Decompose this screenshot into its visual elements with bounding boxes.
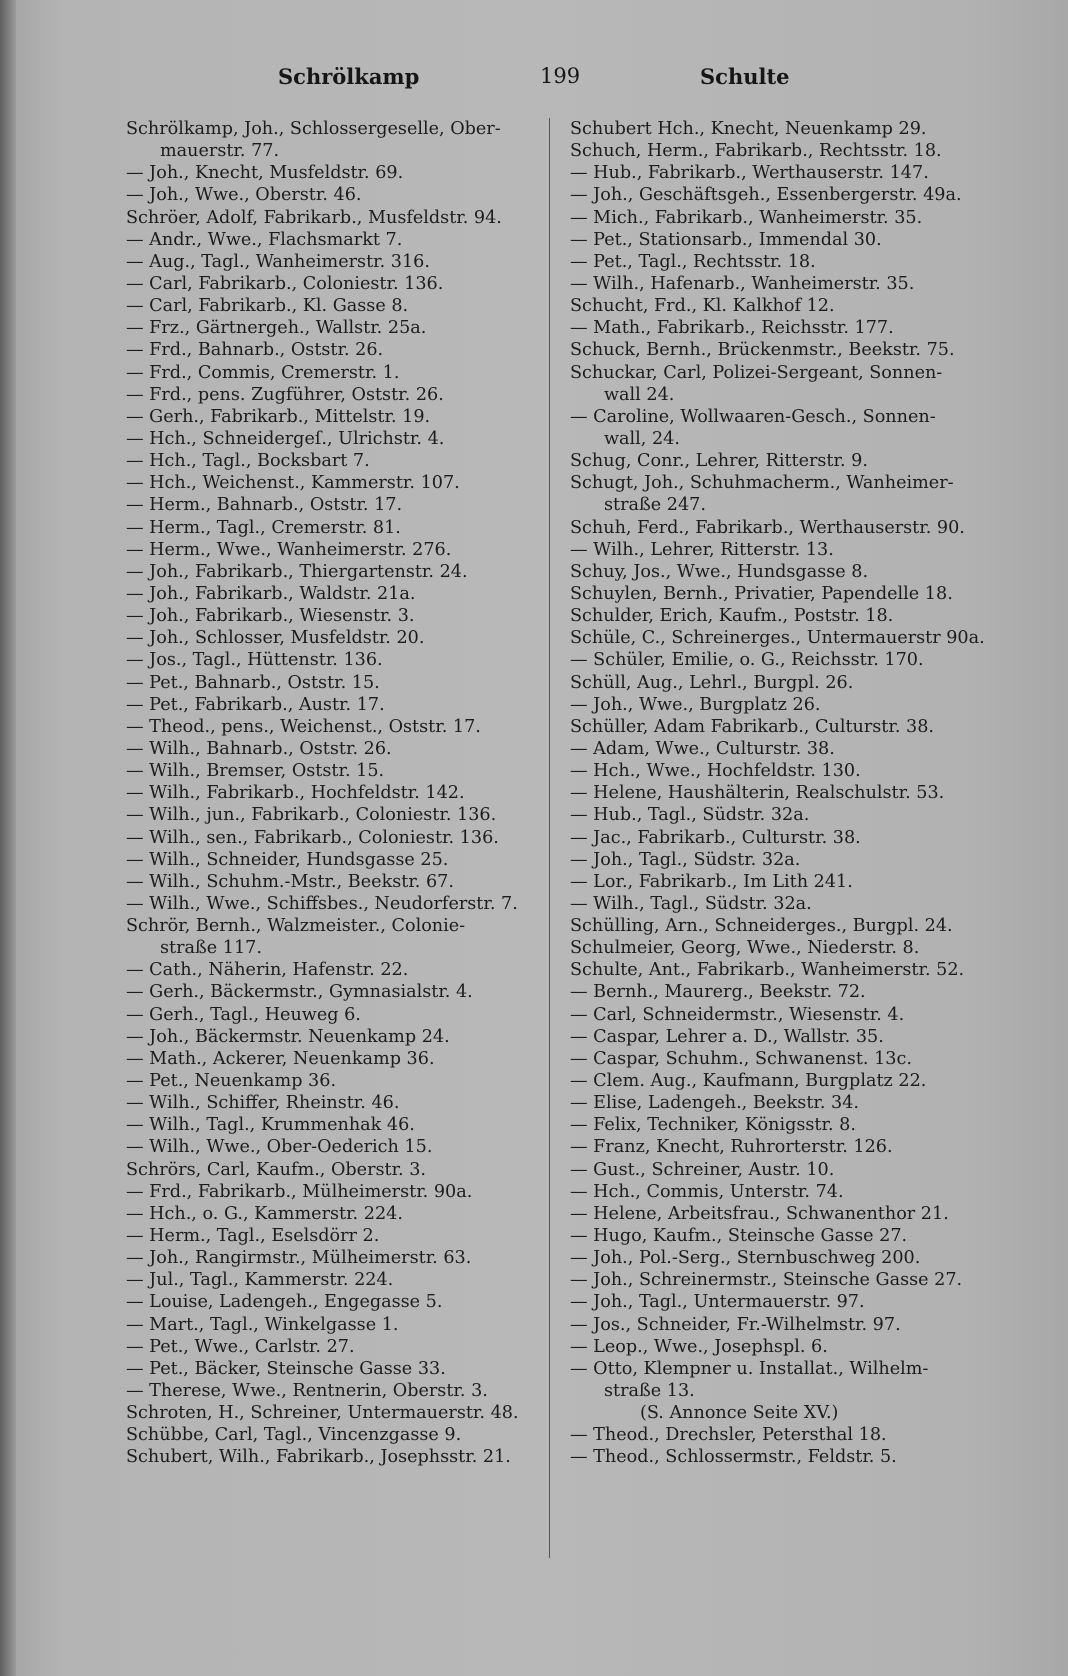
directory-entry-line: — Wilh., sen., Fabrikarb., Coloniestr. 136. bbox=[126, 827, 499, 848]
directory-entry-line: — Jul., Tagl., Kammerstr. 224. bbox=[126, 1270, 394, 1291]
directory-entry-line: Schrörs, Carl, Kaufm., Oberstr. 3. bbox=[126, 1159, 427, 1180]
book-spine-shadow bbox=[0, 0, 16, 1676]
directory-entry-line: Schüle, C., Schreinerges., Untermauerstr 90a. bbox=[570, 628, 985, 649]
header-left-keyword: Schrölkamp bbox=[278, 64, 420, 89]
directory-entry-line: — Caspar, Schuhm., Schwanenst. 13c. bbox=[570, 1048, 912, 1069]
directory-entry-line: — Hch., Tagl., Bocksbart 7. bbox=[126, 451, 370, 472]
directory-entry-line: — Andr., Wwe., Flachsmarkt 7. bbox=[126, 229, 403, 250]
directory-entry-line: Schulmeier, Georg, Wwe., Niederstr. 8. bbox=[570, 938, 920, 959]
directory-entry-line: — Schüler, Emilie, o. G., Reichsstr. 170. bbox=[570, 650, 924, 671]
directory-entry-line: — Hub., Tagl., Südstr. 32a. bbox=[570, 805, 810, 826]
directory-entry-line: straße 13. bbox=[604, 1381, 695, 1402]
directory-entry-line: — Wilh., Lehrer, Ritterstr. 13. bbox=[570, 539, 834, 560]
directory-entry-line: — Mich., Fabrikarb., Wanheimerstr. 35. bbox=[570, 207, 923, 228]
directory-entry-line: — Jac., Fabrikarb., Culturstr. 38. bbox=[570, 827, 861, 848]
directory-entry-line: Schübbe, Carl, Tagl., Vincenzgasse 9. bbox=[126, 1425, 462, 1446]
directory-entry-line: Schulte, Ant., Fabrikarb., Wanheimerstr. 52. bbox=[570, 960, 965, 981]
directory-entry-line: — Wilh., Schiffer, Rheinstr. 46. bbox=[126, 1093, 400, 1114]
directory-entry-line: — Hugo, Kaufm., Steinsche Gasse 27. bbox=[570, 1226, 908, 1247]
directory-entry-line: — Helene, Haushälterin, Realschulstr. 53. bbox=[570, 783, 945, 804]
directory-entry-line: — Jos., Tagl., Hüttenstr. 136. bbox=[126, 650, 383, 671]
directory-entry-line: — Joh., Wwe., Oberstr. 46. bbox=[126, 185, 362, 206]
directory-entry-line: — Bernh., Maurerg., Beekstr. 72. bbox=[570, 982, 866, 1003]
directory-entry-line: Schüller, Adam Fabrikarb., Culturstr. 38. bbox=[570, 716, 935, 737]
directory-entry-line: — Franz, Knecht, Ruhrorterstr. 126. bbox=[570, 1137, 893, 1158]
directory-entry-line: — Theod., pens., Weichenst., Oststr. 17. bbox=[126, 716, 481, 737]
directory-entry-line: — Elise, Ladengeh., Beekstr. 34. bbox=[570, 1093, 860, 1114]
directory-entry-line: — Caroline, Wollwaaren-Gesch., Sonnen- bbox=[570, 406, 936, 427]
directory-entry-line: — Pet., Tagl., Rechtsstr. 18. bbox=[570, 251, 816, 272]
directory-entry-line: — Frz., Gärtnergeh., Wallstr. 25a. bbox=[126, 318, 427, 339]
directory-entry-line: — Joh., Schreinermstr., Steinsche Gasse 27. bbox=[570, 1270, 963, 1291]
directory-entry-line: — Hch., Wwe., Hochfeldstr. 130. bbox=[570, 761, 861, 782]
directory-entry-line: — Joh., Fabrikarb., Thiergartenstr. 24. bbox=[126, 561, 468, 582]
directory-entry-line: — Joh., Bäckermstr. Neuenkamp 24. bbox=[126, 1026, 450, 1047]
directory-entry-line: — Hch., o. G., Kammerstr. 224. bbox=[126, 1203, 403, 1224]
directory-entry-line: Schugt, Joh., Schuhmacherm., Wanheimer- bbox=[570, 473, 954, 494]
directory-entry-line: — Pet., Fabrikarb., Austr. 17. bbox=[126, 694, 385, 715]
directory-entry-line: straße 117. bbox=[160, 938, 262, 959]
directory-entry-line: — Hch., Weichenst., Kammerstr. 107. bbox=[126, 473, 460, 494]
directory-entry-line: — Cath., Näherin, Hafenstr. 22. bbox=[126, 960, 409, 981]
directory-entry-line: — Wilh., Schuhm.-Mstr., Beekstr. 67. bbox=[126, 871, 454, 892]
directory-entry-line: — Hch., Schneidergeſ., Ulrichstr. 4. bbox=[126, 428, 445, 449]
directory-entry-line: — Wilh., Bahnarb., Oststr. 26. bbox=[126, 738, 392, 759]
directory-entry-line: mauerstr. 77. bbox=[160, 141, 280, 162]
directory-entry-line: — Frd., Bahnarb., Oststr. 26. bbox=[126, 340, 384, 361]
directory-entry-line: Schubert, Wilh., Fabrikarb., Josephsstr. 21. bbox=[126, 1447, 511, 1468]
directory-entry-line: — Louise, Ladengeh., Engegasse 5. bbox=[126, 1292, 443, 1313]
left-column bbox=[126, 118, 544, 1469]
directory-entry-line: — Joh., Geschäftsgeh., Essenbergerstr. 49a. bbox=[570, 185, 962, 206]
directory-entry-line: — Joh., Wwe., Burgplatz 26. bbox=[570, 694, 821, 715]
directory-entry-line: — Theod., Drechsler, Petersthal 18. bbox=[570, 1425, 887, 1446]
header-right-keyword: Schulte bbox=[700, 64, 790, 89]
directory-entry-line: — Herm., Tagl., Eselsdörr 2. bbox=[126, 1226, 380, 1247]
directory-entry-line: Schuh, Ferd., Fabrikarb., Werthauserstr. 90. bbox=[570, 517, 965, 538]
directory-entry-line: — Herm., Wwe., Wanheimerstr. 276. bbox=[126, 539, 452, 560]
directory-entry-line: — Hub., Fabrikarb., Werthauserstr. 147. bbox=[570, 163, 929, 184]
page-header bbox=[0, 64, 1068, 94]
directory-entry-line: (S. Annonce Seite XV.) bbox=[640, 1403, 839, 1424]
directory-entry-line: — Frd., Fabrikarb., Mülheimerstr. 90a. bbox=[126, 1181, 473, 1202]
directory-entry-line: — Math., Fabrikarb., Reichsstr. 177. bbox=[570, 318, 894, 339]
directory-entry-line: Schröer, Adolf, Fabrikarb., Musfeldstr. 94. bbox=[126, 207, 502, 228]
directory-entry-line: — Joh., Tagl., Südstr. 32a. bbox=[570, 849, 801, 870]
directory-entry-line: — Wilh., Tagl., Südstr. 32a. bbox=[570, 893, 812, 914]
directory-entry-line: Schucht, Frd., Kl. Kalkhof 12. bbox=[570, 296, 835, 317]
directory-entry-line: — Pet., Wwe., Carlstr. 27. bbox=[126, 1336, 355, 1357]
directory-entry-line: — Joh., Knecht, Musfeldstr. 69. bbox=[126, 163, 404, 184]
directory-entry-line: — Herm., Tagl., Cremerstr. 81. bbox=[126, 517, 401, 538]
directory-entry-line: wall 24. bbox=[604, 384, 675, 405]
directory-entry-line: — Mart., Tagl., Winkelgasse 1. bbox=[126, 1314, 399, 1335]
column-divider bbox=[549, 118, 550, 1558]
directory-entry-line: Schüll, Aug., Lehrl., Burgpl. 26. bbox=[570, 672, 854, 693]
directory-entry-line: — Math., Ackerer, Neuenkamp 36. bbox=[126, 1048, 435, 1069]
directory-entry-line: — Frd., Commis, Cremerstr. 1. bbox=[126, 362, 400, 383]
directory-entry-line: Schuckar, Carl, Polizei-Sergeant, Sonnen- bbox=[570, 362, 943, 383]
directory-entry-line: — Carl, Fabrikarb., Coloniestr. 136. bbox=[126, 273, 444, 294]
directory-entry-line: Schroten, H., Schreiner, Untermauerstr. 48. bbox=[126, 1403, 519, 1424]
directory-entry-line: Schülling, Arn., Schneiderges., Burgpl. 24. bbox=[570, 916, 953, 937]
directory-entry-line: Schubert Hch., Knecht, Neuenkamp 29. bbox=[570, 119, 927, 139]
directory-entry-line: Schrör, Bernh., Walzmeister., Colonie- bbox=[126, 916, 466, 937]
directory-entry-line: — Felix, Techniker, Königsstr. 8. bbox=[570, 1115, 856, 1136]
directory-entry-line: — Gust., Schreiner, Austr. 10. bbox=[570, 1159, 835, 1180]
directory-entry-line: Schuch, Herm., Fabrikarb., Rechtsstr. 18. bbox=[570, 141, 942, 162]
directory-entry-line: — Wilh., Tagl., Krummenhak 46. bbox=[126, 1115, 415, 1136]
directory-entry-line: — Adam, Wwe., Culturstr. 38. bbox=[570, 738, 835, 759]
directory-entry-line: — Caspar, Lehrer a. D., Wallstr. 35. bbox=[570, 1026, 884, 1047]
page-number: 199 bbox=[540, 64, 581, 88]
directory-entry-line: — Joh., Rangirmstr., Mülheimerstr. 63. bbox=[126, 1248, 472, 1269]
directory-entry-line: — Wilh., Fabrikarb., Hochfeldstr. 142. bbox=[126, 783, 465, 804]
directory-entry-line: — Pet., Bahnarb., Oststr. 15. bbox=[126, 672, 380, 693]
directory-entry-line: — Leop., Wwe., Josephspl. 6. bbox=[570, 1336, 828, 1357]
directory-entry-line: — Carl, Fabrikarb., Kl. Gasse 8. bbox=[126, 296, 409, 317]
directory-entry-line: — Lor., Fabrikarb., Im Lith 241. bbox=[570, 871, 853, 892]
directory-entry-line: — Gerh., Fabrikarb., Mittelstr. 19. bbox=[126, 406, 431, 427]
directory-entry-line: — Pet., Stationsarb., Immendal 30. bbox=[570, 229, 882, 250]
directory-entry-line: Schuck, Bernh., Brückenmstr., Beekstr. 75. bbox=[570, 340, 955, 361]
directory-entry-line: — Gerh., Bäckermstr., Gymnasialstr. 4. bbox=[126, 982, 473, 1003]
directory-entry-line: — Clem. Aug., Kaufmann, Burgplatz 22. bbox=[570, 1071, 927, 1092]
directory-entry-line: — Theod., Schlossermstr., Feldstr. 5. bbox=[570, 1447, 897, 1468]
directory-entry-line: — Otto, Klempner u. Installat., Wilhelm- bbox=[570, 1358, 929, 1379]
directory-entry-line: — Joh., Schlosser, Musfeldstr. 20. bbox=[126, 628, 425, 649]
directory-entry-line: — Hch., Commis, Unterstr. 74. bbox=[570, 1181, 844, 1202]
directory-entry-line: Schulder, Erich, Kaufm., Poststr. 18. bbox=[570, 606, 894, 627]
right-column bbox=[570, 118, 1012, 1469]
directory-entry-line: — Jos., Schneider, Fr.-Wilhelmstr. 97. bbox=[570, 1314, 901, 1335]
directory-entry-line: Schrölkamp, Joh., Schlossergeselle, Ober- bbox=[126, 119, 501, 139]
directory-entry-line: Schuy, Jos., Wwe., Hundsgasse 8. bbox=[570, 561, 869, 582]
directory-entry-line: — Wilh., Bremser, Oststr. 15. bbox=[126, 761, 385, 782]
directory-entry-line: — Therese, Wwe., Rentnerin, Oberstr. 3. bbox=[126, 1381, 488, 1402]
directory-entry-line: — Wilh., Wwe., Ober-Oederich 15. bbox=[126, 1137, 433, 1158]
directory-entry-line: — Frd., pens. Zugführer, Oststr. 26. bbox=[126, 384, 444, 405]
directory-entry-line: straße 247. bbox=[604, 495, 706, 516]
directory-entry-line: — Wilh., jun., Fabrikarb., Coloniestr. 136. bbox=[126, 805, 497, 826]
directory-entry-line: — Herm., Bahnarb., Oststr. 17. bbox=[126, 495, 403, 516]
directory-entry-line: wall, 24. bbox=[604, 428, 680, 449]
directory-entry-line: — Pet., Neuenkamp 36. bbox=[126, 1071, 337, 1092]
directory-entry-line: — Wilh., Hafenarb., Wanheimerstr. 35. bbox=[570, 273, 915, 294]
directory-entry-line: — Aug., Tagl., Wanheimerstr. 316. bbox=[126, 251, 430, 272]
directory-entry-line: Schuylen, Bernh., Privatier, Papendelle 18. bbox=[570, 583, 953, 604]
directory-entry-line: — Joh., Fabrikarb., Wiesenstr. 3. bbox=[126, 606, 415, 627]
directory-entry-line: — Joh., Tagl., Untermauerstr. 97. bbox=[570, 1292, 865, 1313]
directory-entry-line: — Wilh., Schneider, Hundsgasse 25. bbox=[126, 849, 449, 870]
directory-entry-line: — Helene, Arbeitsfrau., Schwanenthor 21. bbox=[570, 1203, 949, 1224]
directory-entry-line: — Gerh., Tagl., Heuweg 6. bbox=[126, 1004, 361, 1025]
directory-entry-line: — Pet., Bäcker, Steinsche Gasse 33. bbox=[126, 1358, 446, 1379]
directory-entry-line: — Carl, Schneidermstr., Wiesenstr. 4. bbox=[570, 1004, 905, 1025]
directory-entry-line: — Joh., Pol.-Serg., Sternbuschweg 200. bbox=[570, 1248, 921, 1269]
directory-entry-line: — Wilh., Wwe., Schiffsbes., Neudorferstr. 7. bbox=[126, 893, 518, 914]
directory-entry-line: Schug, Conr., Lehrer, Ritterstr. 9. bbox=[570, 451, 868, 472]
directory-entry-line: — Joh., Fabrikarb., Waldstr. 21a. bbox=[126, 583, 416, 604]
